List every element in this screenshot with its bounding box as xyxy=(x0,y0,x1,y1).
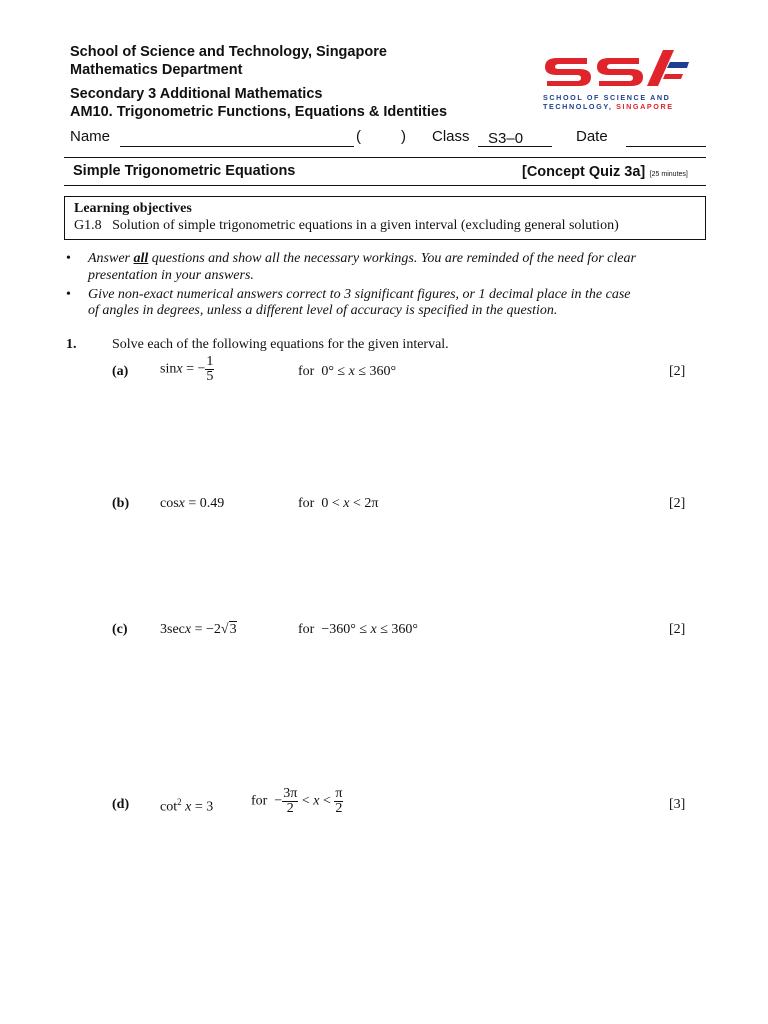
part-d-equation: $\cot^2 x = 3$ xyxy=(160,797,214,815)
part-b-equation: cosx = 0.49 xyxy=(160,496,225,511)
title-rule-top xyxy=(64,157,706,158)
part-a-marks: [2] xyxy=(669,364,686,379)
part-d-label: (d) xyxy=(112,797,130,812)
date-label: Date xyxy=(576,128,608,145)
index-open-paren: ( xyxy=(356,128,361,145)
class-field[interactable] xyxy=(478,146,552,147)
bullet-icon: • xyxy=(66,251,71,266)
part-b-label: (b) xyxy=(112,496,130,511)
part-c-interval: for −360° ≤ x ≤ 360° xyxy=(298,622,419,637)
name-field[interactable] xyxy=(120,146,354,147)
class-label: Class xyxy=(432,128,470,145)
class-value: S3–0 xyxy=(488,130,524,147)
part-c-marks: [2] xyxy=(669,622,686,637)
learning-objective-item xyxy=(74,218,619,234)
part-d-marks: [3] xyxy=(669,797,686,812)
school-logo xyxy=(543,48,691,111)
objective-code: G1.8 xyxy=(74,218,102,233)
part-a-interval: for 0° ≤ x ≤ 360° xyxy=(298,364,397,379)
instruction-1-post: questions and show all the necessary workings. You are reminded of the need for clear xyxy=(148,251,636,266)
part-c-label: (c) xyxy=(112,622,128,637)
learning-objectives-heading: Learning objectives xyxy=(74,201,192,216)
instruction-2-line-2: of angles in degrees, unless a different level of accuracy is specified in the question. xyxy=(88,303,558,318)
question-stem: Solve each of the following equations for the given interval. xyxy=(112,337,449,352)
logo-tagline-2 xyxy=(543,102,691,111)
part-b-marks: [2] xyxy=(669,496,686,511)
instruction-1-emphasis: all xyxy=(133,251,149,266)
sst-logo-graphic xyxy=(543,48,691,88)
date-field[interactable] xyxy=(626,146,706,147)
part-c-equation: 3secx = −2√3 xyxy=(160,622,237,637)
department-name: Mathematics Department xyxy=(70,62,243,78)
title-rule-bottom xyxy=(64,185,706,186)
instruction-1-pre: Answer xyxy=(88,251,134,266)
logo-tagline-1: SCHOOL OF SCIENCE AND xyxy=(543,93,671,102)
objective-text: Solution of simple trigonometric equations in a given interval (excluding general solution) xyxy=(112,218,619,233)
quiz-topic: Simple Trigonometric Equations xyxy=(73,163,296,179)
quiz-title: [Concept Quiz 3a] xyxy=(522,164,646,180)
bullet-icon: • xyxy=(66,287,71,302)
part-a-equation: sinx = − $\frac{1}{5}$ xyxy=(160,354,214,384)
instruction-2-line-1: Give non-exact numerical answers correct to 3 significant figures, or 1 decimal place in the case xyxy=(88,287,631,302)
part-b-interval: for 0 < x < 2π xyxy=(298,496,379,511)
logo-tagline-2a: TECHNOLOGY, xyxy=(543,102,613,111)
school-name: School of Science and Technology, Singapore xyxy=(70,44,387,60)
index-close-paren: ) xyxy=(401,128,406,145)
quiz-duration: [25 minutes] xyxy=(649,171,688,178)
question-number: 1. xyxy=(66,337,77,352)
name-label: Name xyxy=(70,128,111,145)
instruction-1-line-2: presentation in your answers. xyxy=(88,268,254,283)
logo-tagline-2b: SINGAPORE xyxy=(616,102,674,111)
part-a-label: (a) xyxy=(112,364,129,379)
part-d-interval: for − $\frac{3\pi}{2}$ < x < $\frac{\pi}{2}$ xyxy=(251,786,343,816)
instruction-1-line-1 xyxy=(88,251,636,267)
quiz-title-group xyxy=(522,163,688,181)
learning-objectives-box xyxy=(64,196,706,240)
module-title: AM10. Trigonometric Functions, Equations & Identities xyxy=(70,104,448,120)
course-name: Secondary 3 Additional Mathematics xyxy=(70,86,323,102)
